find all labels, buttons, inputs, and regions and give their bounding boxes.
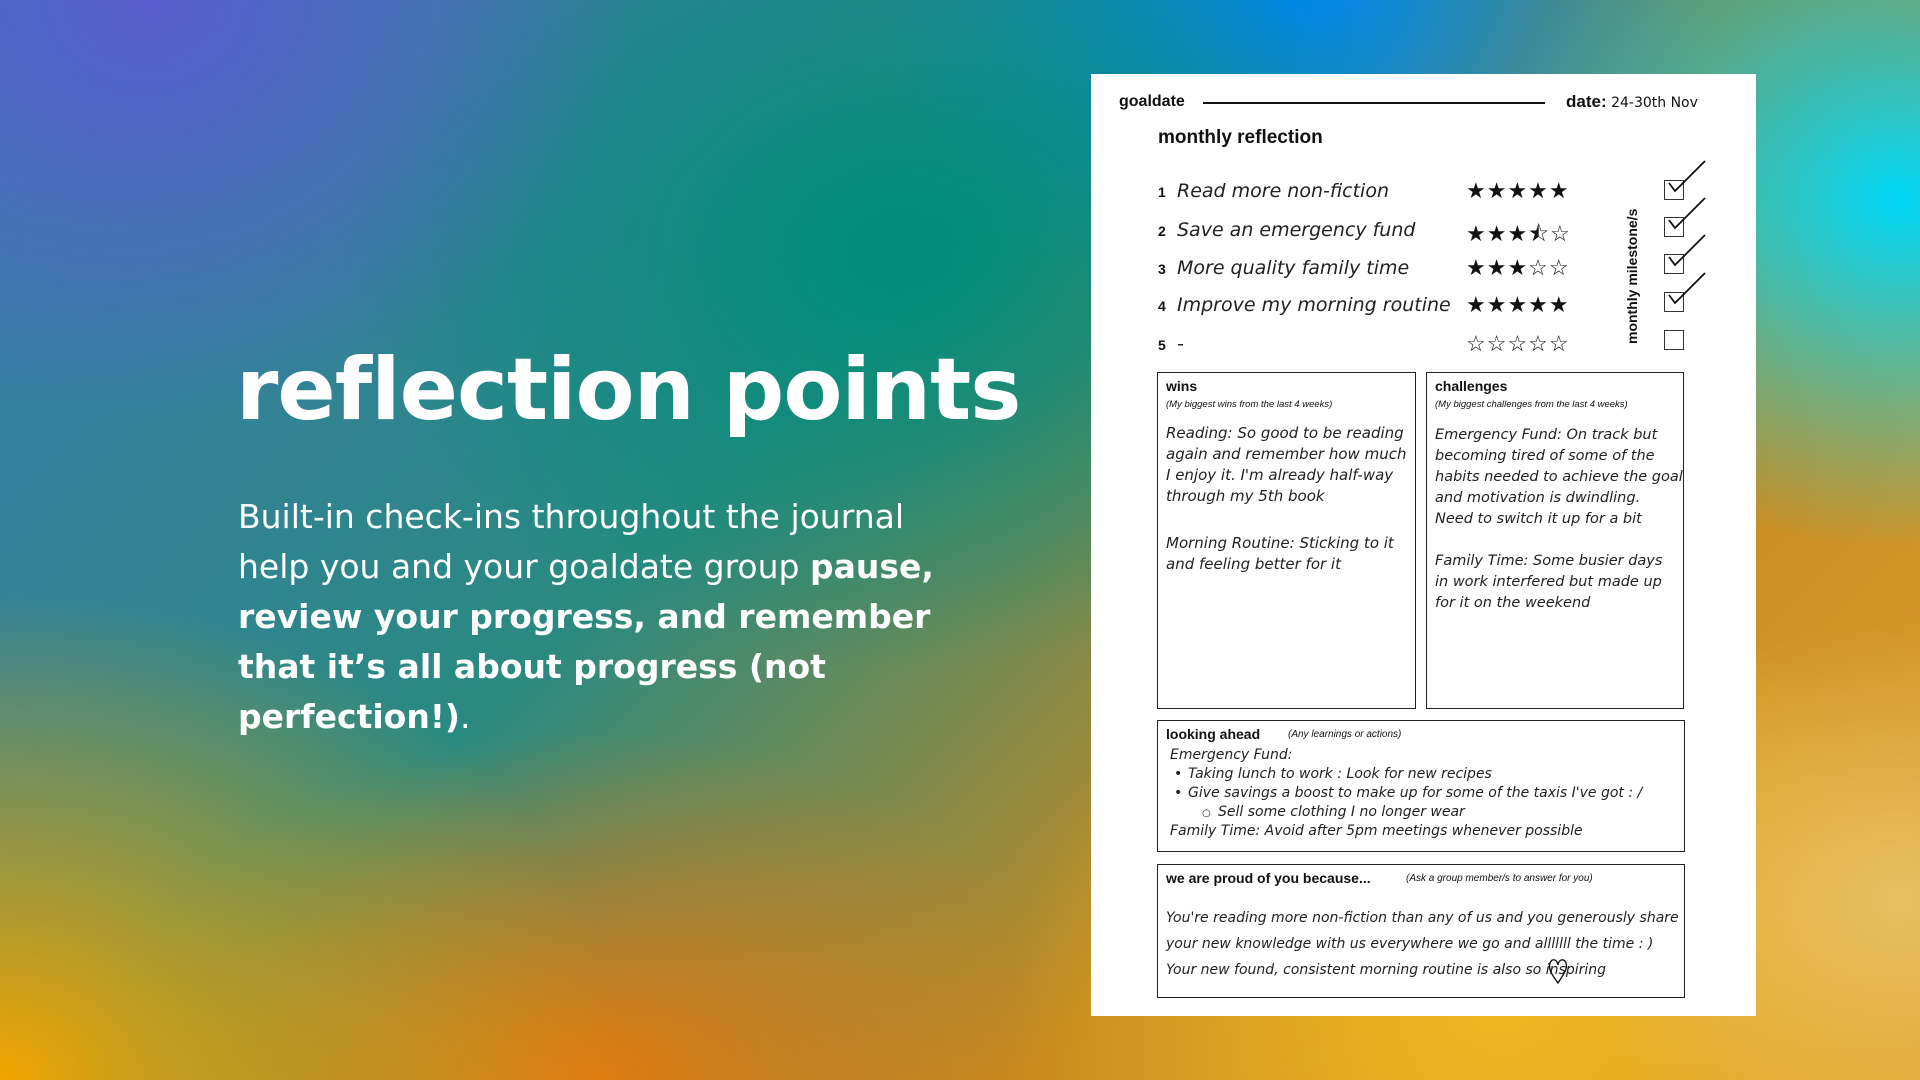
wins-title: wins [1166, 378, 1198, 394]
date-field [1566, 92, 1698, 112]
goal-text: - [1177, 333, 1184, 355]
goal-text: Read more non-fiction [1177, 180, 1389, 202]
goal-number: 5 [1158, 337, 1166, 353]
goal-number: 3 [1158, 261, 1166, 277]
goal-number: 4 [1158, 298, 1166, 314]
goal-number: 2 [1158, 223, 1166, 239]
date-label: date: [1566, 92, 1607, 111]
star-rating: ☆☆☆☆☆ [1466, 331, 1570, 356]
goal-text: Save an emergency fund [1177, 219, 1416, 241]
star-rating: ★★★☆☆ [1466, 255, 1570, 280]
milestone-checkbox[interactable] [1664, 292, 1684, 312]
looking-ahead-box [1157, 720, 1685, 852]
proud-title: we are proud of you because... [1166, 870, 1371, 886]
challenges-subtitle: (My biggest challenges from the last 4 weeks) [1435, 399, 1628, 410]
page-title: monthly reflection [1158, 127, 1323, 148]
proud-box [1157, 864, 1685, 998]
goal-row [1158, 176, 1578, 210]
proud-line: You're reading more non-fiction than any of us and you generously share [1166, 910, 1679, 926]
challenges-entry: Family Time: Some busier days in work interfered but made up for it on the weekend [1435, 553, 1663, 611]
hero-title: reflection points [236, 340, 1021, 440]
challenges-entry: Emergency Fund: On track but becoming tired of some of the habits needed to achieve the goal and motivation is dwindling. Need to switch it up for a bit [1435, 427, 1683, 527]
brand-name: goaldate [1119, 93, 1185, 110]
proud-line: Your new found, consistent morning routine is also so inspiring [1166, 962, 1607, 978]
wins-entry: Reading: So good to be reading again and remember how much I enjoy it. I'm already half-way through my 5th book [1166, 424, 1407, 505]
wins-subtitle: (My biggest wins from the last 4 weeks) [1166, 399, 1333, 410]
journal-page [1091, 74, 1756, 1016]
hero-description-plain: Built-in check-ins throughout the journal help you and your goaldate group [238, 497, 905, 586]
goal-text: More quality family time [1177, 257, 1410, 279]
hero-description-bold: pause, review your progress, and remember that it’s all about progress (not perfection!) [238, 547, 934, 736]
hero-description [238, 492, 938, 742]
star-rating: ★★★⯪☆ [1466, 221, 1571, 246]
note-subbullet: ○ Sell some clothing I no longer wear [1170, 803, 1642, 822]
looking-ahead-title: looking ahead [1166, 726, 1261, 742]
challenges-title: challenges [1435, 378, 1508, 394]
heart-doodle-icon [1546, 955, 1570, 987]
milestone-label: monthly milestone/s [1624, 208, 1640, 344]
star-rating: ★★★★★ [1466, 178, 1570, 203]
goal-text: Improve my morning routine [1177, 294, 1451, 316]
goal-row [1158, 329, 1578, 363]
date-value: 24-30th Nov [1611, 95, 1698, 111]
looking-ahead-hint: (Any learnings or actions) [1288, 729, 1402, 740]
note-line: Emergency Fund: [1170, 747, 1293, 763]
wins-entry: Morning Routine: Sticking to it and feeling better for it [1166, 534, 1394, 573]
challenges-box [1426, 372, 1684, 709]
goal-row [1158, 290, 1578, 324]
goal-row [1158, 253, 1578, 287]
proud-hint: (Ask a group member/s to answer for you) [1406, 873, 1593, 884]
check-icon [1667, 196, 1707, 236]
hero-description-end: . [459, 697, 471, 736]
goal-row [1158, 215, 1578, 249]
goal-number: 1 [1158, 184, 1166, 200]
check-icon [1667, 271, 1707, 311]
looking-ahead-notes [1170, 746, 1642, 841]
check-icon [1667, 233, 1707, 273]
milestone-checkbox[interactable] [1664, 330, 1684, 350]
header-rule [1203, 102, 1545, 104]
star-rating: ★★★★★ [1466, 292, 1570, 317]
note-bullet: • Give savings a boost to make up for some of the taxis I've got : / [1170, 784, 1642, 803]
note-line: Family Time: Avoid after 5pm meetings whenever possible [1170, 823, 1583, 839]
check-icon [1667, 159, 1707, 199]
wins-box [1157, 372, 1416, 709]
proud-line: your new knowledge with us everywhere we go and alllllll the time : ) [1166, 936, 1654, 952]
proud-message [1166, 905, 1679, 983]
note-bullet: • Taking lunch to work : Look for new recipes [1170, 765, 1642, 784]
